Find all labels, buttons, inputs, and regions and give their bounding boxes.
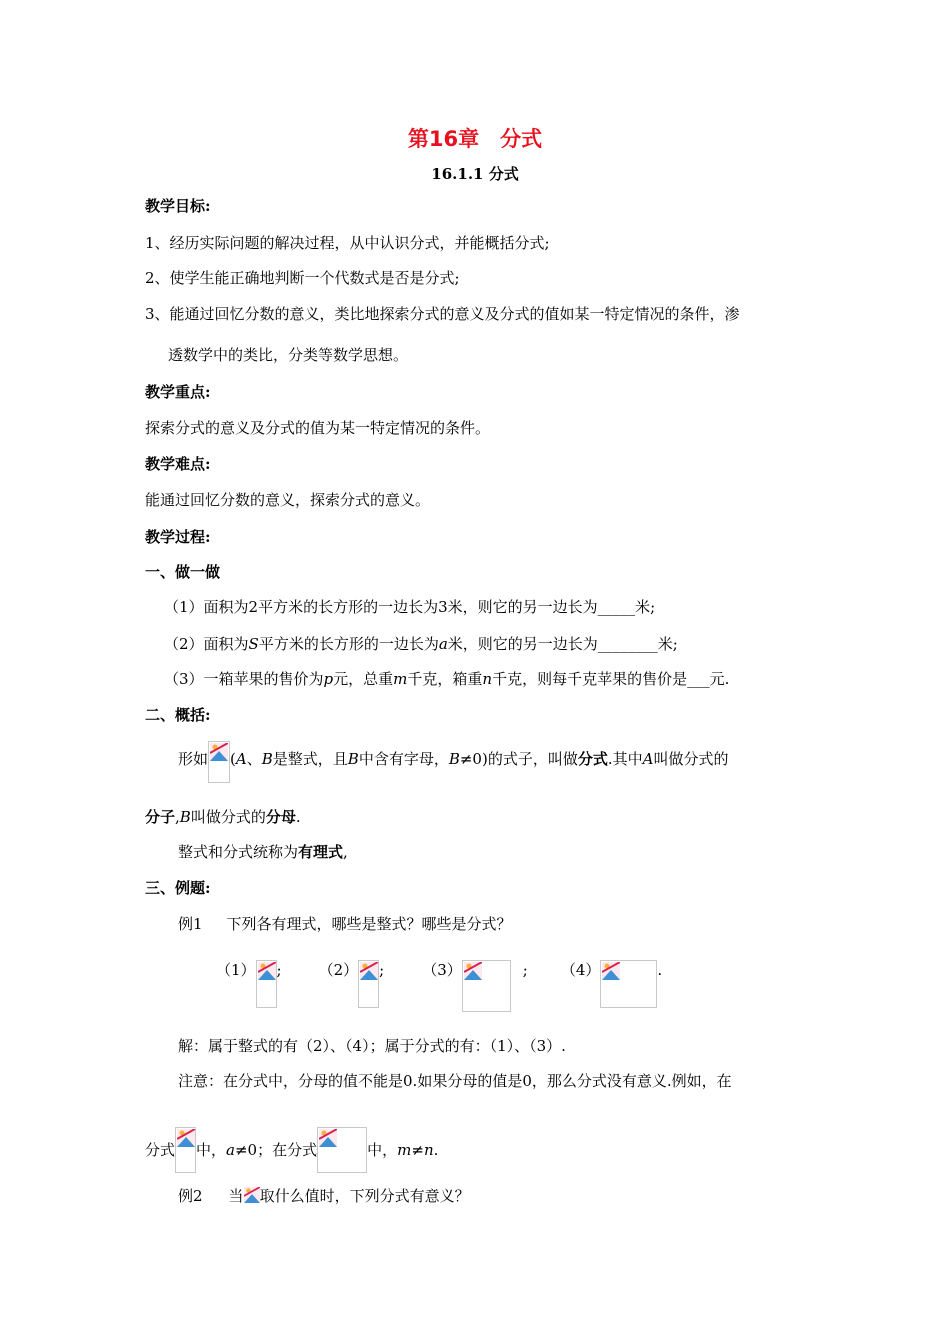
expression-2-image-icon xyxy=(358,960,379,1008)
key-text: 探索分式的意义及分式的值为某一特定情况的条件。 xyxy=(145,419,491,437)
expression-1-image-icon xyxy=(256,960,277,1008)
goal-item: 2、使学生能正确地判断一个代数式是否是分式; xyxy=(145,269,460,287)
fraction-example-1-image-icon xyxy=(175,1127,196,1173)
example-1: 例1 下列各有理式，哪些是整式？哪些是分式？ xyxy=(178,915,512,933)
example-1-items: （1） ; （2） ; （3） ; （4） . xyxy=(216,960,662,1012)
note-line-2: 分式 中，a≠0；在分式 中，m≠n. xyxy=(145,1127,438,1175)
question-2: （2）面积为S平方米的长方形的一边长为a米，则它的另一边长为________米; xyxy=(164,635,678,653)
goal-item: 1、经历实际问题的解决过程，从中认识分式，并能概括分式; xyxy=(145,234,550,252)
section1-heading: 一、做一做 xyxy=(145,563,221,581)
goal-item: 3、能通过回忆分数的意义，类比地探索分式的意义及分式的值如某一特定情况的条件，渗 xyxy=(145,305,740,323)
section3-heading: 三、例题: xyxy=(145,879,211,897)
goals-heading: 教学目标: xyxy=(145,197,211,215)
definition-line-2: 分子,B叫做分式的分母. xyxy=(145,808,301,826)
note-line-1: 注意：在分式中，分母的值不能是0.如果分母的值是0，那么分式没有意义.例如，在 xyxy=(178,1072,732,1090)
example-1-answer: 解：属于整式的有（2）、（4）；属于分式的有：（1）、（3）. xyxy=(178,1037,566,1055)
difficulty-text: 能通过回忆分数的意义，探索分式的意义。 xyxy=(145,491,431,509)
goal-item-continued: 透数学中的类比，分类等数学思想。 xyxy=(168,346,409,364)
expression-4-image-icon xyxy=(600,960,657,1008)
section-title: 16.1.1 分式 xyxy=(431,165,519,183)
question-1: （1）面积为2平方米的长方形的一边长为3米，则它的另一边长为_____米; xyxy=(164,598,656,616)
key-heading: 教学重点: xyxy=(145,383,211,401)
process-heading: 教学过程: xyxy=(145,528,211,546)
chapter-title: 第16章 分式 xyxy=(407,127,543,151)
variable-image-icon xyxy=(244,1187,260,1203)
definition-line-3: 整式和分式统称为有理式, xyxy=(178,843,348,861)
definition-line-1: 形如 (A、B是整式，且B中含有字母，B≠0)的式子，叫做分式.其中A叫做分式的 xyxy=(178,741,728,785)
section2-heading: 二、概括: xyxy=(145,706,211,724)
expression-3-image-icon xyxy=(462,960,511,1012)
question-3: （3）一箱苹果的售价为p元，总重m千克，箱重n千克，则每千克苹果的售价是___元. xyxy=(164,670,730,688)
difficulty-heading: 教学难点: xyxy=(145,455,211,473)
fraction-example-2-image-icon xyxy=(317,1127,367,1173)
fraction-image-icon xyxy=(208,741,230,783)
example-2: 例2 当 取什么值时，下列分式有意义？ xyxy=(178,1187,470,1205)
